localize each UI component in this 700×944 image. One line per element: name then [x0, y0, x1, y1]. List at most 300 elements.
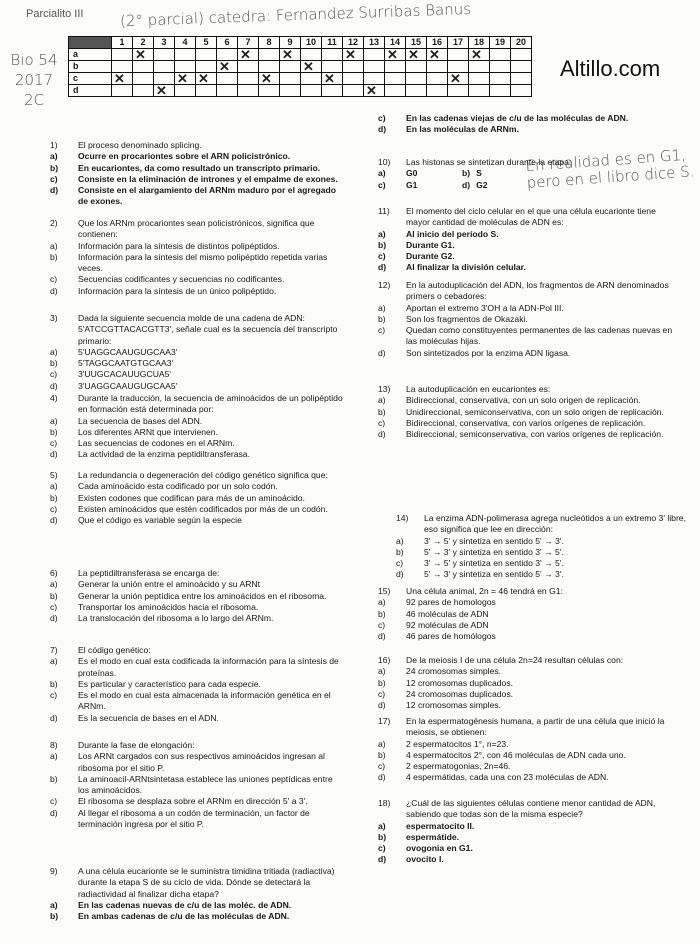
grid-column-header: 9 — [280, 37, 301, 49]
grid-cell[interactable] — [238, 61, 259, 73]
option-text: Consiste en el alargamiento del ARNm maduro por el agregado de exones. — [78, 185, 337, 207]
answer-option[interactable] — [50, 690, 345, 713]
question-number: 12) — [378, 280, 391, 290]
answer-option[interactable] — [50, 656, 345, 679]
grid-cell[interactable] — [343, 61, 364, 73]
question-number: 8) — [50, 740, 58, 750]
answer-option[interactable] — [378, 407, 678, 418]
option-text: Es particular y característico para cada especie. — [78, 678, 261, 689]
answer-option[interactable] — [50, 174, 345, 185]
option-text: 5'UAGGCAAUGUGCAA3' — [78, 346, 178, 357]
option-letter: c) — [396, 558, 404, 569]
answer-option[interactable] — [50, 751, 345, 774]
option-text: Al llegar el ribosoma a un codón de terminación, un factor de terminación ingresa por el sitio P. — [78, 807, 310, 830]
question-stem — [50, 470, 345, 481]
answer-option[interactable] — [50, 369, 345, 380]
answer-option[interactable] — [378, 113, 678, 124]
handwritten-header: (2° parcial) catedra: Fernandez Surribas Banus — [119, 0, 472, 31]
grid-cell[interactable] — [112, 73, 133, 85]
option-letter: b) — [462, 168, 471, 179]
option-text: Al inicio del período S. — [406, 228, 499, 239]
grid-column-header: 11 — [322, 37, 343, 49]
question-text: La autoduplicación en eucariontes es: — [406, 384, 551, 394]
question-8 — [50, 740, 345, 830]
grid-cell[interactable] — [364, 85, 385, 97]
answer-option[interactable] — [448, 180, 518, 191]
option-text: Consiste en la eliminación de intrones y el empalme de exones. — [78, 173, 338, 184]
option-letter: d) — [396, 569, 404, 580]
answer-option[interactable] — [378, 262, 678, 273]
answer-option[interactable] — [378, 609, 678, 620]
answer-option[interactable] — [378, 854, 688, 865]
grid-cell[interactable] — [427, 85, 448, 97]
answer-option[interactable] — [50, 185, 345, 208]
question-3 — [50, 313, 345, 392]
answer-option[interactable] — [378, 631, 678, 642]
term: 2C — [23, 91, 45, 109]
answer-option[interactable] — [50, 504, 345, 515]
question-text: En la espermatogénesis humana, a partir de una célula que inició la meiosis, se obtienen: — [406, 716, 665, 738]
grid-cell[interactable] — [280, 73, 301, 85]
grid-cell[interactable] — [154, 85, 175, 97]
answer-option[interactable] — [50, 241, 345, 252]
option-letter: c) — [378, 251, 386, 262]
answer-option[interactable] — [378, 700, 688, 711]
grid-cell[interactable] — [238, 73, 259, 85]
grid-cell[interactable] — [448, 85, 469, 97]
answer-option[interactable] — [378, 303, 678, 314]
option-letter: d) — [462, 179, 471, 190]
question-13 — [378, 384, 678, 440]
answer-option[interactable] — [378, 229, 678, 240]
grid-cell[interactable] — [427, 49, 448, 61]
grid-cell[interactable] — [469, 61, 490, 73]
answer-option[interactable] — [396, 547, 686, 558]
grid-cell[interactable] — [280, 61, 301, 73]
grid-cell[interactable] — [343, 85, 364, 97]
grid-cell[interactable] — [511, 61, 532, 73]
option-letter: b) — [378, 677, 386, 688]
question-2 — [50, 218, 345, 297]
answer-option[interactable] — [50, 163, 345, 174]
option-letter: d) — [378, 429, 386, 440]
option-text: 5' → 3' y sintetiza en sentido 3' → 5'. — [424, 546, 564, 557]
option-letter: a) — [50, 656, 58, 667]
grid-cell[interactable] — [259, 85, 280, 97]
option-text: 3' → 5' y sintetiza en sentido 3' → 5'. — [424, 558, 564, 569]
grid-cell[interactable] — [238, 49, 259, 61]
answer-option[interactable] — [378, 843, 688, 854]
option-letter: a) — [50, 481, 58, 492]
answer-option[interactable] — [50, 438, 345, 449]
answer-option[interactable] — [50, 493, 345, 504]
grid-cell[interactable] — [322, 49, 343, 61]
answer-option[interactable] — [50, 774, 345, 797]
grid-cell[interactable] — [469, 49, 490, 61]
grid-cell[interactable] — [301, 73, 322, 85]
option-text: La secuencia de bases del ADN. — [78, 415, 203, 426]
answer-option[interactable] — [378, 739, 688, 750]
grid-cell[interactable] — [511, 73, 532, 85]
option-text: 46 moléculas de ADN — [406, 608, 489, 619]
answer-mark-icon: ✕ — [135, 47, 146, 62]
option-text: Las secuencias de codones en el ARNm. — [78, 438, 235, 449]
grid-cell[interactable] — [259, 49, 280, 61]
answer-option[interactable] — [50, 274, 345, 285]
grid-row-label: b — [69, 61, 112, 73]
grid-cell[interactable] — [511, 49, 532, 61]
question-text: Las histonas se sintetizan durante la etapa: — [406, 157, 572, 167]
option-text: Información para la síntesis de un único polipéptido. — [78, 285, 277, 296]
grid-cell[interactable] — [322, 73, 343, 85]
grid-cell[interactable] — [385, 85, 406, 97]
option-text: 5'TAGGCAATGTGCAA3' — [78, 358, 174, 369]
question-10 — [378, 157, 678, 191]
answer-option[interactable] — [378, 124, 678, 135]
question-number: 1) — [50, 140, 58, 150]
option-text: Unidireccional, semiconservativa, con un solo origen de replicación. — [406, 406, 664, 417]
option-text: Información para la síntesis de distintos polipéptidos. — [78, 240, 280, 251]
question-9-continued — [378, 113, 678, 136]
option-letter: a) — [50, 751, 58, 762]
answer-option[interactable] — [378, 180, 448, 191]
grid-cell[interactable] — [469, 73, 490, 85]
grid-column-header: 20 — [511, 37, 532, 49]
grid-cell[interactable] — [175, 73, 196, 85]
option-letter: d) — [50, 185, 59, 196]
option-letter: a) — [378, 597, 386, 608]
question-stem — [378, 798, 688, 821]
question-14 — [396, 513, 686, 581]
question-text: Que los ARNm procariontes sean policistrónicos, significa que contienen: — [78, 218, 315, 240]
answer-option[interactable] — [50, 427, 345, 438]
grid-cell[interactable] — [406, 73, 427, 85]
option-text: Es el modo en cual esta almacenada la información genética en el ARNm. — [78, 690, 331, 712]
grid-cell[interactable] — [196, 73, 217, 85]
question-number: 11) — [378, 206, 390, 216]
question-number: 7) — [50, 645, 58, 655]
answer-option[interactable] — [50, 911, 340, 922]
grid-cell[interactable] — [406, 49, 427, 61]
grid-column-header: 3 — [154, 37, 175, 49]
grid-cell[interactable] — [133, 85, 154, 97]
grid-row-label: a — [69, 49, 112, 61]
option-text: 92 pares de homologos — [406, 597, 496, 608]
answer-option[interactable] — [50, 900, 340, 911]
answer-option[interactable] — [50, 713, 345, 724]
answer-option[interactable] — [50, 252, 345, 275]
question-text: La redundancia o degeneración del código genético significa que: — [78, 470, 328, 480]
question-11 — [378, 206, 678, 274]
option-text: Bidireccional, conservativa, con un solo origen de replicación. — [406, 395, 641, 406]
question-text: La peptidiltransferasa se encarga de: — [78, 568, 220, 578]
answer-option[interactable] — [378, 772, 688, 783]
answer-option[interactable] — [378, 620, 678, 631]
answer-option[interactable] — [378, 395, 678, 406]
option-letter: d) — [378, 700, 386, 711]
question-stem — [50, 313, 345, 347]
question-text: De la meiosis I de una célula 2n=24 resultan células con: — [406, 655, 624, 665]
question-number: 17) — [378, 716, 391, 726]
grid-cell[interactable] — [490, 85, 511, 97]
option-text: Información para la síntesis del mismo polipéptido repetida varias veces. — [78, 251, 328, 274]
answer-option[interactable] — [378, 314, 678, 325]
question-5 — [50, 470, 345, 526]
grid-column-header: 15 — [406, 37, 427, 49]
option-letter: c) — [50, 690, 58, 701]
grid-cell[interactable] — [112, 49, 133, 61]
answer-option[interactable] — [50, 579, 345, 590]
answer-option[interactable] — [378, 348, 678, 359]
course-code: Bio 54 — [10, 51, 58, 69]
grid-cell[interactable] — [427, 61, 448, 73]
answer-option[interactable] — [50, 358, 345, 369]
grid-cell[interactable] — [343, 73, 364, 85]
answer-option[interactable] — [50, 416, 345, 427]
option-letter: d) — [378, 124, 387, 135]
answer-option[interactable] — [50, 381, 345, 392]
option-letter: d) — [50, 807, 58, 818]
option-letter: c) — [50, 173, 58, 184]
answer-option[interactable] — [378, 666, 688, 677]
answer-option[interactable] — [396, 536, 686, 547]
option-letter: a) — [378, 228, 386, 239]
answer-option[interactable] — [50, 286, 345, 297]
question-stem — [396, 513, 686, 536]
grid-cell[interactable] — [280, 85, 301, 97]
question-number: 2) — [50, 218, 58, 228]
option-text: 3'UUGCACAUUGCUA5' — [78, 369, 172, 380]
question-stem — [378, 384, 678, 395]
option-text: 2 espermatocitos 1°, n=23. — [406, 738, 509, 749]
question-number: 9) — [50, 866, 58, 876]
grid-cell[interactable] — [364, 49, 385, 61]
handwritten-side-note — [4, 50, 64, 110]
grid-cell[interactable] — [469, 85, 490, 97]
grid-cell[interactable] — [238, 85, 259, 97]
question-text: El código genético: — [78, 645, 151, 655]
answer-option[interactable] — [378, 240, 678, 251]
option-letter: b) — [378, 313, 386, 324]
question-number: 15) — [378, 586, 391, 596]
question-number: 16) — [378, 655, 391, 665]
grid-cell[interactable] — [175, 85, 196, 97]
grid-cell[interactable] — [196, 49, 217, 61]
grid-column-header: 4 — [175, 37, 196, 49]
option-text: G2 — [476, 179, 488, 190]
option-text: 24 cromosomas duplicados. — [406, 688, 513, 699]
grid-cell[interactable] — [154, 61, 175, 73]
option-letter: c) — [50, 601, 58, 612]
option-text: espermatocito II. — [406, 820, 475, 831]
grid-cell[interactable] — [448, 73, 469, 85]
answer-option[interactable] — [378, 821, 688, 832]
grid-cell[interactable] — [385, 49, 406, 61]
grid-cell[interactable] — [322, 85, 343, 97]
grid-cell[interactable] — [511, 85, 532, 97]
grid-cell[interactable] — [364, 61, 385, 73]
option-text: Que el código es variable según la especie — [78, 515, 242, 526]
grid-column-header: 16 — [427, 37, 448, 49]
option-text: 24 cromosomas simples. — [406, 666, 502, 677]
answer-mark-icon: ✕ — [450, 71, 461, 86]
option-letter: b) — [50, 358, 58, 369]
option-letter: a) — [50, 415, 58, 426]
answer-option[interactable] — [50, 679, 345, 690]
option-text: Al finalizar la división celular. — [406, 262, 526, 273]
grid-cell[interactable] — [385, 61, 406, 73]
answer-mark-icon: ✕ — [324, 71, 335, 86]
grid-row-label: d — [69, 85, 112, 97]
grid-cell[interactable] — [175, 49, 196, 61]
question-12 — [378, 280, 678, 359]
grid-cell[interactable] — [427, 73, 448, 85]
answer-option[interactable] — [50, 796, 345, 807]
option-letter: c) — [378, 325, 386, 336]
grid-column-header: 13 — [364, 37, 385, 49]
grid-cell[interactable] — [301, 61, 322, 73]
question-number: 14) — [396, 513, 409, 523]
answer-option[interactable] — [396, 558, 686, 569]
question-number: 18) — [378, 798, 391, 808]
option-letter: a) — [378, 302, 386, 313]
option-letter: b) — [50, 251, 58, 262]
grid-cell[interactable] — [490, 73, 511, 85]
option-text: 46 pares de homólogos — [406, 631, 496, 642]
grid-cell[interactable] — [217, 73, 238, 85]
grid-cell[interactable] — [490, 49, 511, 61]
option-text: 4 espermatocitos 2°, con 46 moléculas de ADN cada uno. — [406, 749, 626, 760]
question-stem — [50, 645, 345, 656]
question-stem — [50, 740, 345, 751]
option-letter: b) — [50, 426, 58, 437]
answer-option[interactable] — [50, 613, 345, 624]
option-letter: d) — [50, 285, 58, 296]
question-number: 13) — [378, 384, 391, 394]
grid-cell[interactable] — [490, 61, 511, 73]
grid-column-header: 10 — [301, 37, 322, 49]
option-letter: a) — [378, 168, 386, 179]
option-text: Durante G2. — [406, 251, 455, 262]
answer-option[interactable] — [378, 689, 688, 700]
answer-option[interactable] — [50, 481, 345, 492]
answer-mark-icon: ✕ — [240, 47, 251, 62]
answer-mark-icon: ✕ — [114, 71, 125, 86]
grid-cell[interactable] — [301, 85, 322, 97]
answer-option[interactable] — [50, 347, 345, 358]
option-letter: c) — [378, 113, 386, 123]
answer-option[interactable] — [378, 251, 678, 262]
answer-option[interactable] — [378, 168, 448, 179]
option-letter: a) — [50, 240, 58, 251]
answer-mark-icon: ✕ — [471, 47, 482, 62]
grid-cell[interactable] — [112, 85, 133, 97]
option-letter: a) — [50, 151, 58, 162]
option-letter: a) — [50, 346, 58, 357]
question-number: 10) — [378, 157, 391, 167]
question-stem — [50, 568, 345, 579]
answer-option[interactable] — [50, 515, 345, 526]
option-text: 3' → 5' y sintetiza en sentido 5' → 3'. — [424, 535, 564, 546]
question-15 — [378, 586, 678, 642]
grid-cell[interactable] — [406, 61, 427, 73]
question-text: Una célula animal, 2n = 46 tendrá en G1: — [406, 586, 563, 596]
grid-cell[interactable] — [217, 85, 238, 97]
option-text: En las moléculas de ARNm. — [406, 124, 519, 135]
option-letter: a) — [50, 899, 58, 910]
option-text: Quedan como constituyentes permanentes de las cadenas nuevas en las moléculas hijas. — [406, 325, 673, 347]
option-letter: b) — [50, 492, 58, 503]
question-stem — [378, 157, 678, 168]
question-number: 3) — [50, 313, 58, 323]
answer-option[interactable] — [50, 449, 345, 460]
answer-option[interactable] — [378, 597, 678, 608]
option-text: 12 cromosomas duplicados. — [406, 677, 513, 688]
grid-cell[interactable] — [385, 73, 406, 85]
option-text: Son sintetizados por la enzima ADN ligasa. — [406, 347, 571, 358]
option-letter: b) — [50, 162, 59, 173]
answer-option[interactable] — [378, 418, 678, 429]
answer-option[interactable] — [50, 808, 345, 831]
grid-cell[interactable] — [406, 85, 427, 97]
question-stem — [378, 280, 678, 303]
grid-cell[interactable] — [259, 73, 280, 85]
option-letter: c) — [50, 503, 58, 514]
answer-option[interactable] — [378, 678, 688, 689]
option-text: espermátide. — [406, 831, 460, 842]
answer-option[interactable] — [448, 168, 518, 179]
options-grid — [378, 168, 678, 191]
answer-option[interactable] — [378, 832, 688, 843]
answer-option[interactable] — [50, 151, 345, 162]
grid-cell[interactable] — [196, 85, 217, 97]
option-text: Ocurre en procariontes sobre el ARN policistrónico. — [78, 151, 291, 162]
question-16 — [378, 655, 688, 711]
grid-cell[interactable] — [448, 49, 469, 61]
grid-cell[interactable] — [133, 61, 154, 73]
answer-option[interactable] — [396, 569, 686, 580]
grid-column-header: 17 — [448, 37, 469, 49]
option-text: ovocito I. — [406, 854, 444, 865]
answer-option[interactable] — [378, 761, 688, 772]
question-number: 4) — [50, 393, 58, 403]
option-text: Generar la unión peptídica entre los aminoácidos en el ribosoma. — [78, 590, 327, 601]
option-letter: c) — [378, 843, 386, 854]
grid-cell[interactable] — [133, 73, 154, 85]
option-text: Aportan el extremo 3'OH a la ADN-Pol III. — [406, 302, 564, 313]
question-stem — [378, 586, 678, 597]
question-4 — [50, 393, 345, 461]
option-letter: c) — [50, 369, 58, 380]
answer-option[interactable] — [378, 750, 688, 761]
grid-cell[interactable] — [154, 49, 175, 61]
grid-cell[interactable] — [280, 49, 301, 61]
answer-option[interactable] — [378, 429, 678, 440]
option-text: La translocación del ribosoma a lo largo del ARNm. — [78, 613, 274, 624]
grid-cell[interactable] — [343, 49, 364, 61]
answer-option[interactable] — [50, 602, 345, 613]
option-text: Bidireccional, semiconservativa, con varios orígenes de replicación. — [406, 429, 664, 440]
option-letter: b) — [50, 773, 58, 784]
answer-option[interactable] — [378, 325, 678, 348]
option-letter: c) — [50, 438, 58, 449]
grid-cell[interactable] — [133, 49, 154, 61]
answer-mark-icon: ✕ — [387, 47, 398, 62]
grid-cell[interactable] — [217, 61, 238, 73]
option-letter: a) — [378, 820, 386, 831]
answer-mark-icon: ✕ — [282, 47, 293, 62]
answer-option[interactable] — [50, 591, 345, 602]
